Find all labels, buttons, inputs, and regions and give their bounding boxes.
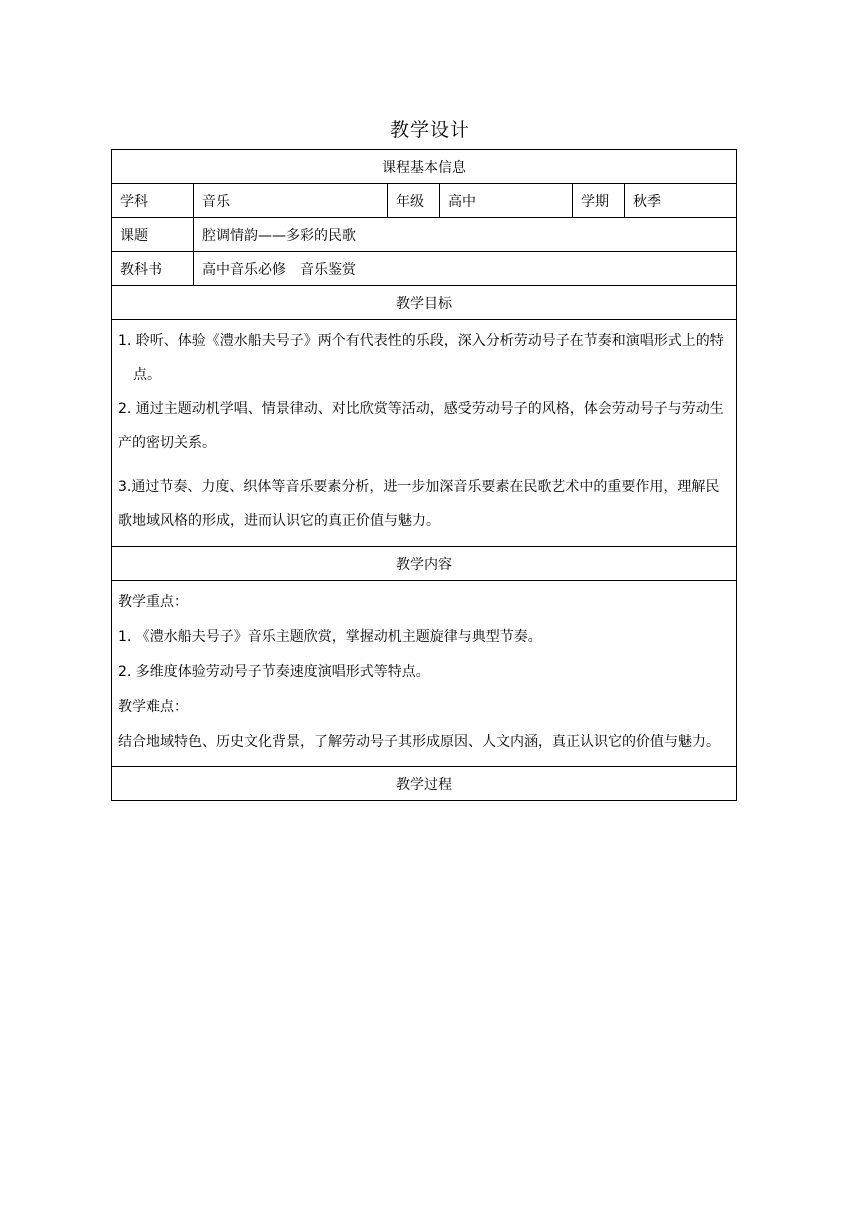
objective-item: 3.通过节奏、力度、织体等音乐要素分析，进一步加深音乐要素在民歌艺术中的重要作用，理解民歌地域风格的形成，进而认识它的真正价值与魅力。 (118, 479, 720, 529)
difficulty-label: 教学难点： (118, 699, 188, 715)
section-header-objectives: 教学目标 (112, 286, 737, 320)
topic-label: 课题 (112, 218, 194, 252)
content-cell (112, 581, 737, 767)
objective-item: 2. 通过主题动机学唱、情景律动、对比欣赏等活动，感受劳动号子的风格，体会劳动号子与劳动生产的密切关系。 (118, 401, 724, 451)
objective-item: 1. 聆听、体验《澧水船夫号子》两个有代表性的乐段，深入分析劳动号子在节奏和演唱形式上的特点。 (118, 333, 724, 383)
section-header-content: 教学内容 (112, 547, 737, 581)
term-value: 秋季 (625, 184, 737, 218)
textbook-label: 教科书 (112, 252, 194, 286)
textbook-value: 高中音乐必修 音乐鉴赏 (194, 252, 737, 286)
document-title: 教学设计 (389, 119, 470, 141)
lesson-plan-table (111, 149, 737, 801)
topic-value: 腔调情韵——多彩的民歌 (194, 218, 737, 252)
info-row-textbook (112, 252, 737, 286)
subject-label: 学科 (112, 184, 194, 218)
grade-value: 高中 (440, 184, 573, 218)
grade-label: 年级 (388, 184, 440, 218)
subject-value: 音乐 (194, 184, 388, 218)
key-points-label: 教学重点： (118, 594, 188, 610)
info-row-topic (112, 218, 737, 252)
term-label: 学期 (573, 184, 625, 218)
section-header-process: 教学过程 (112, 767, 737, 801)
key-point-item: 2. 多维度体验劳动号子节奏速度演唱形式等特点。 (118, 664, 430, 680)
key-point-item: 1. 《澧水船夫号子》音乐主题欣赏，掌握动机主题旋律与典型节奏。 (118, 629, 542, 645)
section-header-basic-info: 课程基本信息 (112, 150, 737, 184)
difficulty-text: 结合地域特色、历史文化背景，了解劳动号子其形成原因、人文内涵，真正认识它的价值与魅力。 (118, 734, 720, 750)
info-row-subject (112, 184, 737, 218)
objectives-cell (112, 320, 737, 547)
